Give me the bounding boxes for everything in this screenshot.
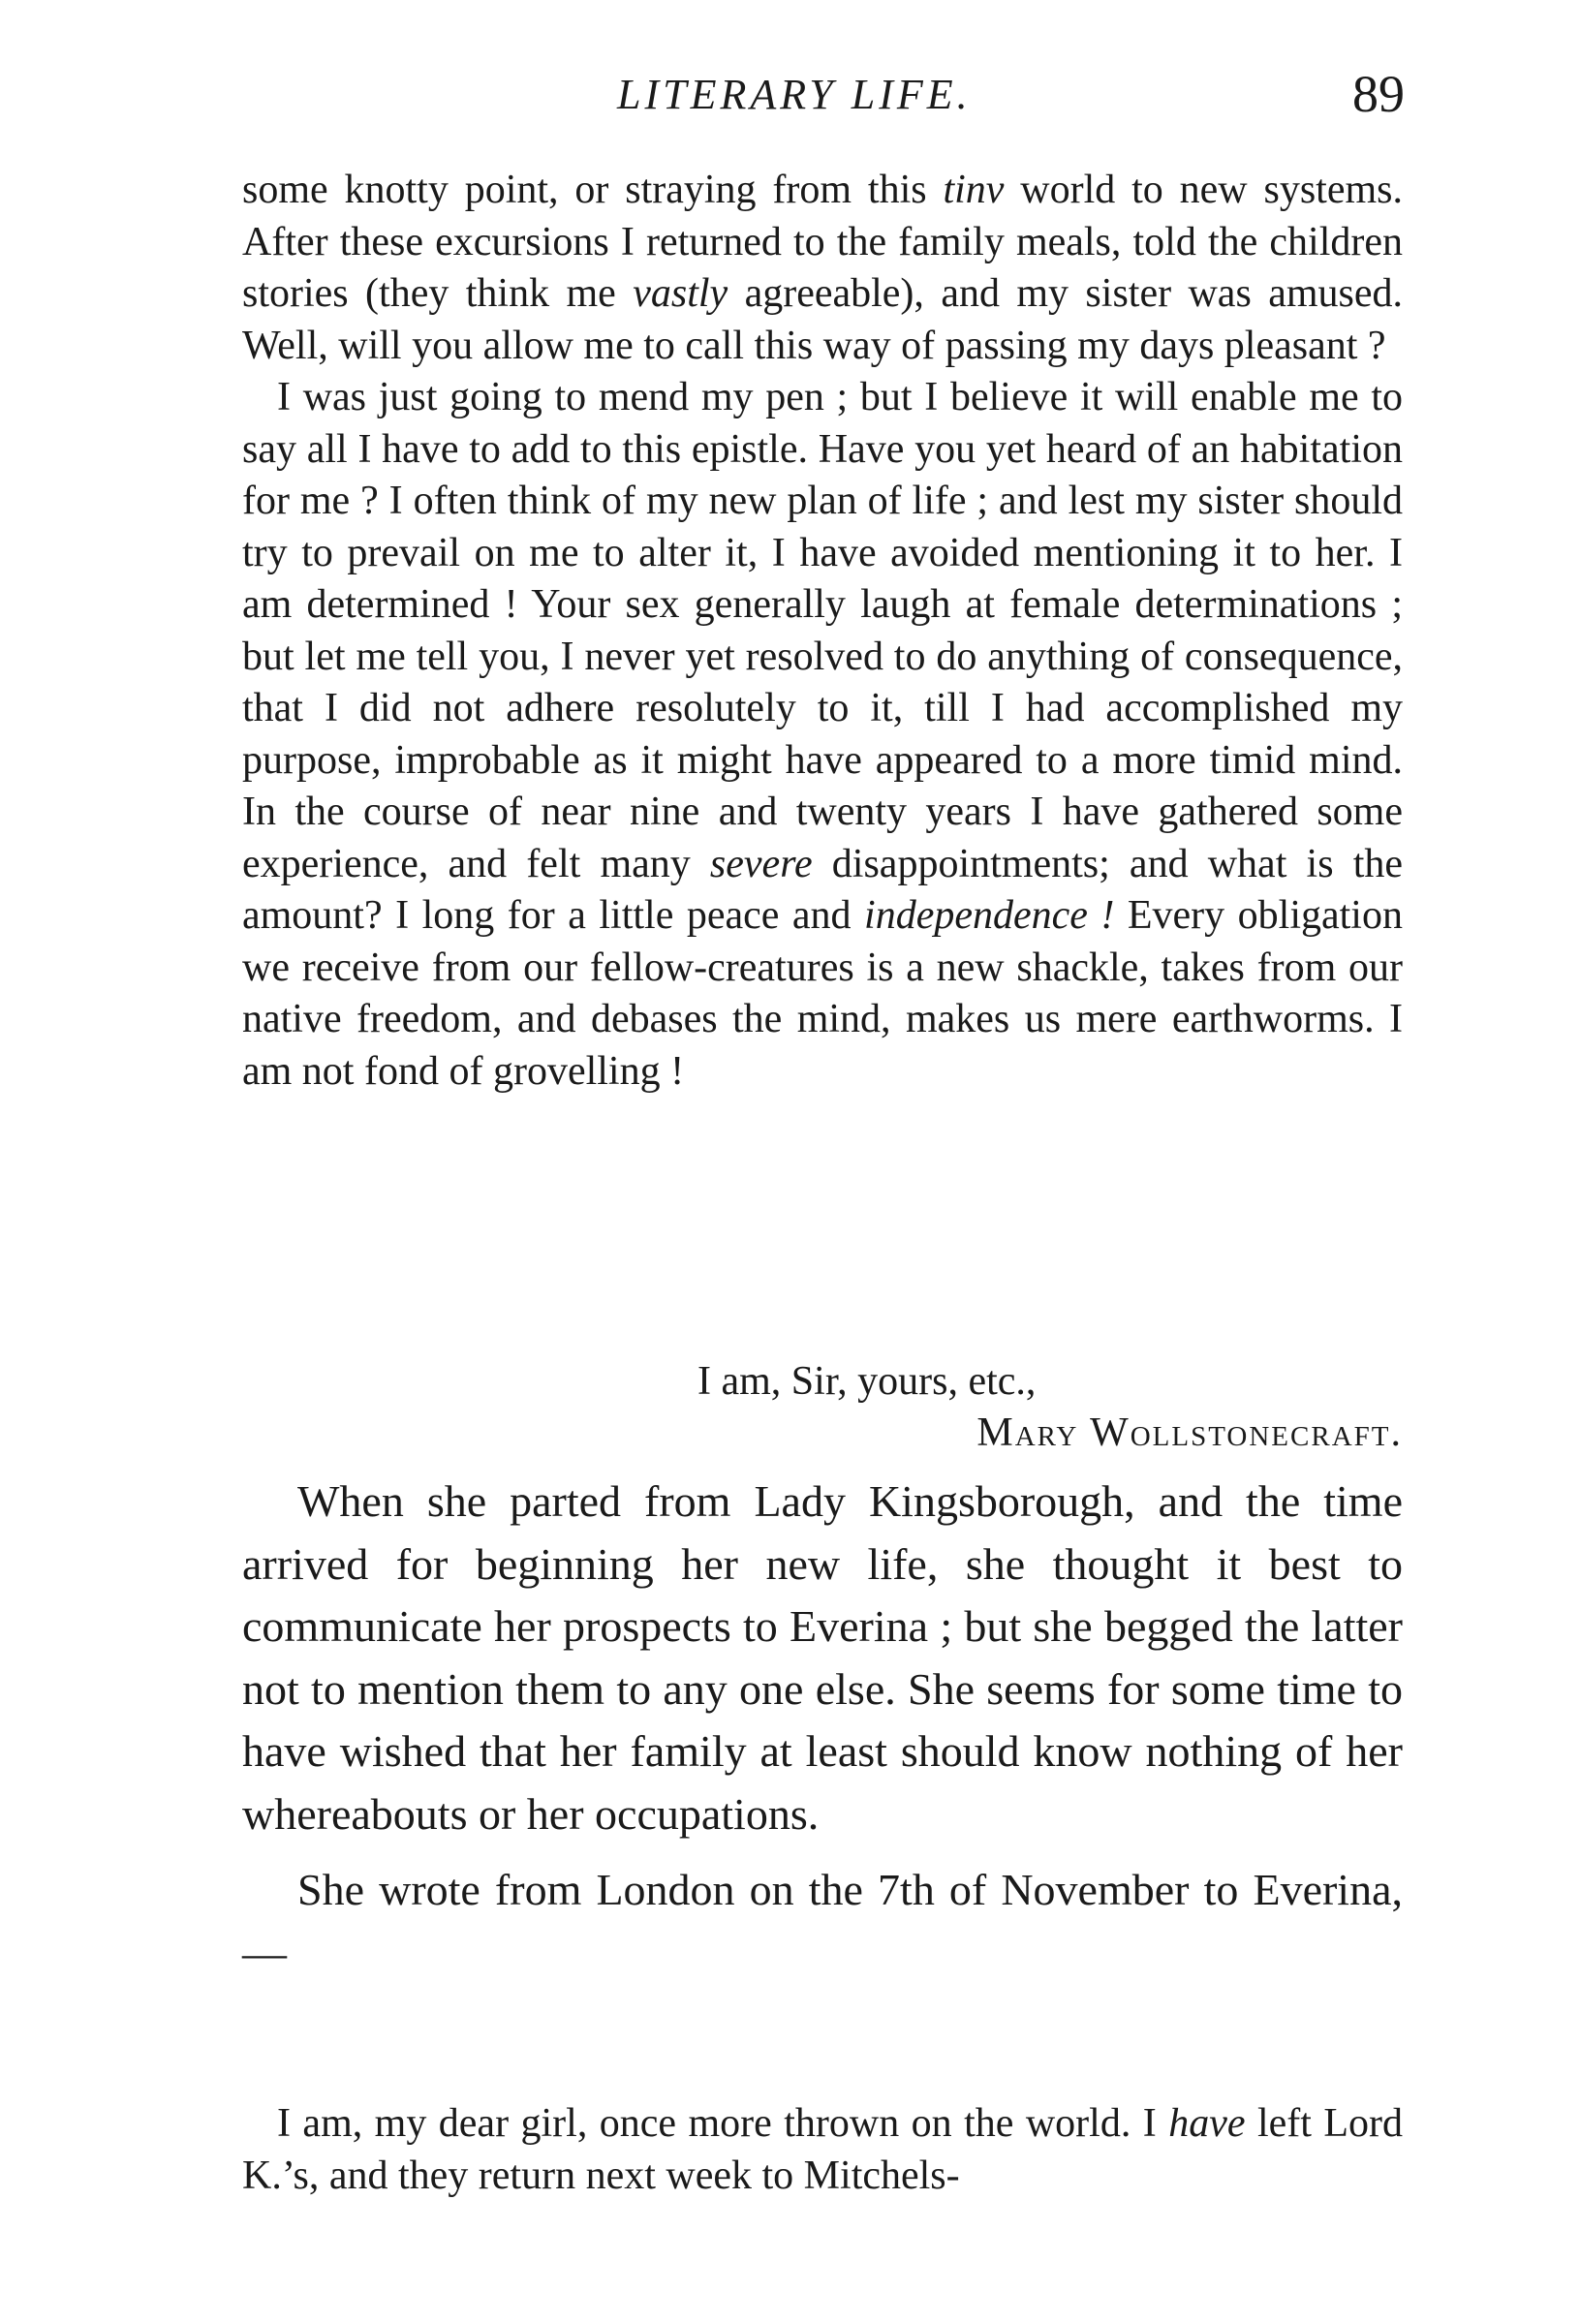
letter-closing (242, 1356, 1403, 1459)
second-quoted-letter (242, 2098, 1403, 2202)
letter-p2-emphasis-severe: severe (709, 841, 813, 886)
narrative-paragraph-1: When she parted from Lady Kingsborough, and the time arrived for beginning her new life, she thought it best to communicate her prospects to Everina ; but she begged the latter not to mention them to any one else. She seems for some time to have wished that her family at least should know nothing of her whereabouts or her occupations. (242, 1476, 1403, 1839)
letter-p1-text-a: some knotty point, or straying from this (242, 168, 944, 212)
letter-p1-text-b: world to new systems. After these excursions I returned to the family meals, told the children stories (they think me (242, 168, 1403, 316)
second-letter-emphasis-have: have (1168, 2101, 1246, 2146)
letter-p1-emphasis-tinv: tinv (943, 168, 1005, 212)
letter-signature: Mary Wollstonecraft. (976, 1410, 1403, 1455)
letter-paragraph-2 (242, 372, 1403, 1098)
quoted-letter (242, 165, 1403, 1098)
letter-p2-text-b: disappointments; and what is the amount? I long for a little peace and (242, 841, 1404, 938)
second-letter-text-b: left Lord K.’s, and they return next week to Mitchels- (242, 2101, 1403, 2198)
letter-paragraph-1 (242, 165, 1403, 372)
page-number: 89 (1352, 65, 1405, 123)
letter-p1-emphasis-vastly: vastly (633, 271, 728, 316)
second-letter-text-a: I am, my dear girl, once more thrown on the world. I (277, 2101, 1169, 2146)
narrative-paragraph-2: She wrote from London on the 7th of November to Everina, — (242, 1865, 1403, 1977)
narrative-text (242, 1471, 1403, 1984)
letter-p2-text-a: I was just going to mend my pen ; but I believe it will enable me to say all I have to add to this epistle. Have you yet heard of an habitation for me ? I often think of my new plan of life ; and lest my sister should try to prevail on me to alter it, I have avoided mentioning it to her. I am determined ! Your sex generally laugh at female determinations ; but let me tell you, I never yet resolved to do anything of consequence, that I did not adhere resolutely to it, till I had accomplished my purpose, improbable as it might have appeared to a more timid mind. In the course of near nine and twenty years I have gathered some experience, and felt many (242, 375, 1403, 886)
second-letter-paragraph-1 (242, 2098, 1403, 2202)
letter-p2-emphasis-independence: independence ! (864, 893, 1115, 938)
page-header (242, 65, 1405, 138)
letter-p1-text-c: agreeable), and my sister was amused. Well, will you allow me to call this way of passing my days pleasant ? (242, 271, 1403, 368)
letter-p2-text-c: Every obligation we receive from our fellow-creatures is a new shackle, takes from our native freedom, and debases the mind, makes us mere earthworms. I am not fond of grovelling ! (242, 893, 1403, 1094)
letter-salutation: I am, Sir, yours, etc., (697, 1359, 1037, 1404)
running-head: LITERARY LIFE. (617, 71, 972, 118)
